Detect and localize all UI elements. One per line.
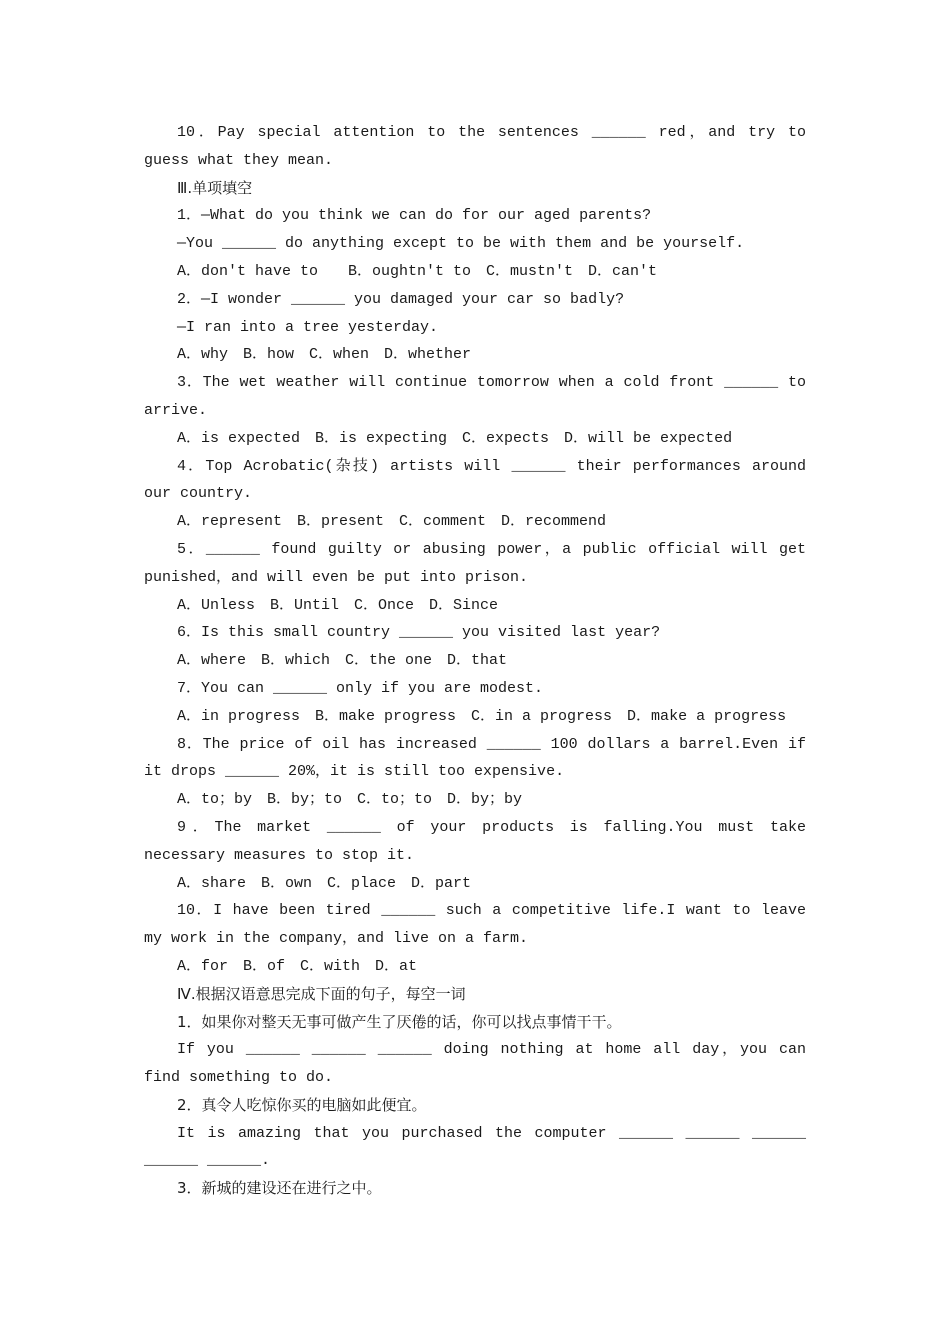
mc-question-9-options: A．share B．own C．place D．part xyxy=(177,874,472,892)
mc-question-2-options: A．why B．how C．when D．whether xyxy=(177,346,472,364)
mc-question-7: 7．You can ______ only if you are modest. xyxy=(177,679,544,697)
mc-question-7-options: A．in progress B．make progress C．in a progress D．make a progress xyxy=(177,707,787,725)
translation-1-english: If you ______ ______ ______ doing nothing at home all day，you can find something to do. xyxy=(144,1041,806,1087)
exercise-page xyxy=(144,119,806,1203)
mc-question-3: 3．The wet weather will continue tomorrow when a cold front ______ to arrive. xyxy=(144,374,806,419)
mc-question-2-answer-line: —I ran into a tree yesterday. xyxy=(177,318,439,336)
mc-question-6: 6．Is this small country ______ you visited last year? xyxy=(177,624,661,642)
translation-3-chinese: 3．新城的建设还在进行之中。 xyxy=(177,1179,382,1198)
translation-1-chinese: 1．如果你对整天无事可做产生了厌倦的话，你可以找点事情干干。 xyxy=(177,1012,622,1031)
mc-question-10-options: A．for B．of C．with D．at xyxy=(177,957,418,975)
mc-question-3-options: A．is expected B．is expecting C．expects D．will be expected xyxy=(177,429,733,447)
section-heading-translation: Ⅳ.根据汉语意思完成下面的句子，每空一词 xyxy=(177,984,466,1003)
mc-question-6-options: A．where B．which C．the one D．that xyxy=(177,652,508,670)
mc-question-5-options: A．Unless B．Until C．Once D．Since xyxy=(177,596,499,614)
mc-question-4: 4．Top Acrobatic(杂技) artists will ______ their performances around our country. xyxy=(144,457,806,503)
mc-question-5: 5．______ found guilty or abusing power，a public official will get punished，and will even be put into prison. xyxy=(144,540,806,586)
mc-question-8: 8．The price of oil has increased ______ 100 dollars a barrel.Even if it drops ______ 20%，it is still too expensive. xyxy=(144,735,806,781)
translation-2-english: It is amazing that you purchased the computer ______ ______ ______ ______ ______. xyxy=(144,1124,806,1170)
mc-question-2: 2．—I wonder ______ you damaged your car so badly? xyxy=(177,290,625,308)
mc-question-8-options: A．to；by B．by；to C．to；to D．by；by xyxy=(177,791,523,809)
mc-question-1: 1．—What do you think we can do for our aged parents? xyxy=(177,207,652,225)
mc-question-10: 10．I have been tired ______ such a competitive life.I want to leave my work in the company，and live on a farm. xyxy=(144,902,806,948)
mc-question-9: 9．The market ______ of your products is falling.You must take necessary measures to stop it. xyxy=(144,818,806,864)
vocab-question-10: 10．Pay special attention to the sentences ______ red，and try to guess what they mean. xyxy=(144,124,806,169)
section-heading-multiple-choice: Ⅲ.单项填空 xyxy=(177,178,253,197)
translation-2-chinese: 2．真令人吃惊你买的电脑如此便宜。 xyxy=(177,1095,427,1114)
mc-question-1-options: A．don't have to B．oughtn't to C．mustn't D．can't xyxy=(177,262,658,280)
mc-question-4-options: A．represent B．present C．comment D．recommend xyxy=(177,513,607,531)
mc-question-1-answer-line: —You ______ do anything except to be with them and be yourself. xyxy=(177,235,745,253)
